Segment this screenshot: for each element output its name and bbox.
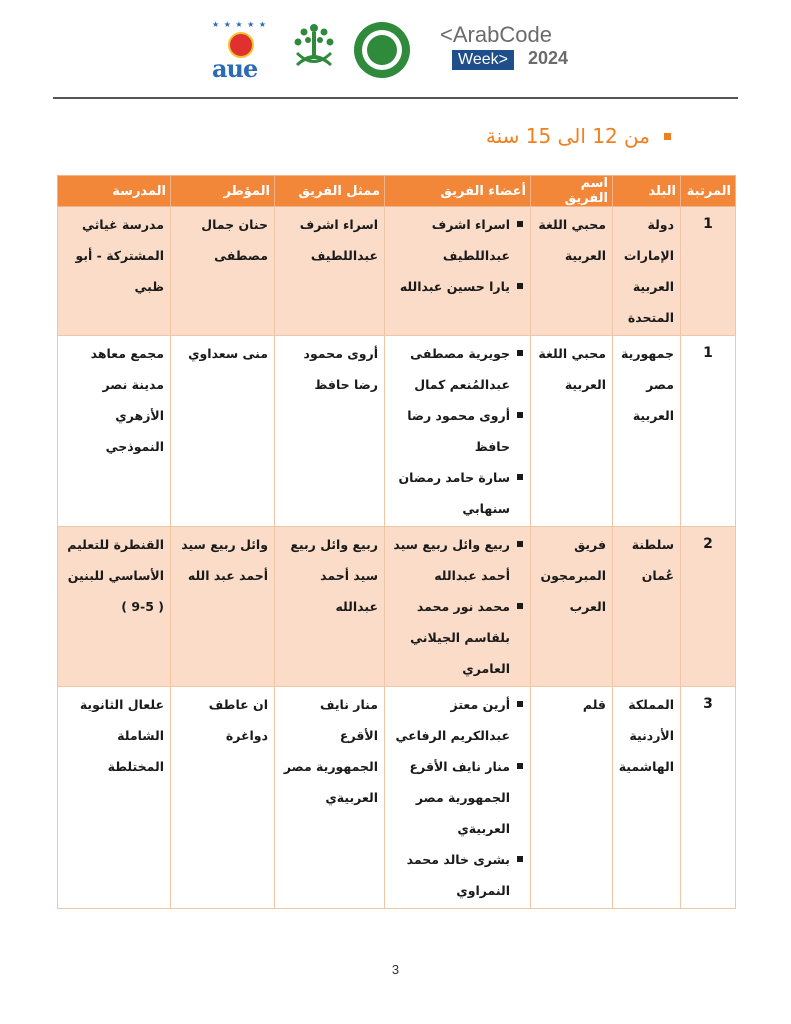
- cell-rank: 3: [681, 687, 736, 909]
- cell-rank: 2: [681, 527, 736, 687]
- cell-school: القنطرة للتعليم الأساسي للبنين ( 5-9 ): [58, 527, 171, 687]
- cell-team: فريق المبرمجون العرب: [531, 527, 613, 687]
- section-title: من 12 الى 15 سنة: [485, 124, 650, 148]
- table-row: [58, 687, 736, 909]
- header-mentor: المؤطر: [171, 176, 275, 207]
- table-row: [58, 207, 736, 336]
- cell-mentor: منى سعداوي: [171, 336, 275, 527]
- member-item: يارا حسين عبدالله: [391, 271, 524, 302]
- cell-members: [385, 336, 531, 527]
- bullet-icon: [664, 133, 671, 140]
- arab-code-week-logo: [440, 22, 590, 78]
- cell-rep: ربيع وائل ربيع سيد أحمد عبدالله: [275, 527, 385, 687]
- member-item: محمد نور محمد بلقاسم الجيلاني العامري: [391, 591, 524, 684]
- header-rep: ممثل الفريق: [275, 176, 385, 207]
- cell-team: قلم: [531, 687, 613, 909]
- section-heading: [486, 124, 671, 148]
- cell-mentor: حنان جمال مصطفى: [171, 207, 275, 336]
- cell-rep: منار نايف الأقرع الجمهورية مصر العربيةي: [275, 687, 385, 909]
- cell-country: جمهورية مصر العربية: [613, 336, 681, 527]
- table-row: [58, 527, 736, 687]
- cell-rep: اسراء اشرف عبداللطيف: [275, 207, 385, 336]
- header-school: المدرسة: [58, 176, 171, 207]
- cell-members: [385, 527, 531, 687]
- arab-league-logo: [354, 22, 410, 78]
- acw-prefix: <: [440, 22, 453, 47]
- header-members: أعضاء الفريق: [385, 176, 531, 207]
- cell-rank: 1: [681, 207, 736, 336]
- acw-name: ArabCode: [452, 22, 552, 47]
- member-item: أروى محمود رضا حافظ: [391, 400, 524, 462]
- page-number: 3: [391, 962, 400, 977]
- member-item: بشرى خالد محمد النمراوي: [391, 844, 524, 906]
- cell-school: علعال الثانوية الشاملة المختلطة: [58, 687, 171, 909]
- cell-mentor: وائل ربيع سيد أحمد عبد الله: [171, 527, 275, 687]
- cell-country: دولة الإمارات العربية المتحدة: [613, 207, 681, 336]
- member-item: ربيع وائل ربيع سيد أحمد عبدالله: [391, 529, 524, 591]
- cell-team: محبي اللغة العربية: [531, 207, 613, 336]
- cell-mentor: ان عاطف دواغرة: [171, 687, 275, 909]
- cell-school: مدرسة غياثي المشتركة - أبو ظبي: [58, 207, 171, 336]
- member-item: جويرية مصطفى عبدالمُنعم كمال: [391, 338, 524, 400]
- member-item: أرين معتز عبدالكريم الرفاعي: [391, 689, 524, 751]
- header-divider: [53, 97, 738, 99]
- acw-week: Week>: [452, 50, 514, 70]
- cell-members: [385, 687, 531, 909]
- stars-icon: ★ ★ ★ ★ ★: [212, 20, 268, 29]
- member-item: منار نايف الأقرع الجمهورية مصر العربيةي: [391, 751, 524, 844]
- cell-rep: أروى محمود رضا حافظ: [275, 336, 385, 527]
- table-header-row: [58, 176, 736, 207]
- header-country: البلد: [613, 176, 681, 207]
- results-table: [57, 175, 736, 909]
- cell-team: محبي اللغة العربية: [531, 336, 613, 527]
- cell-country: سلطنة عُمان: [613, 527, 681, 687]
- aue-logo: [210, 20, 272, 83]
- acw-year: 2024: [528, 48, 569, 68]
- header-logos: [210, 18, 590, 82]
- cell-members: [385, 207, 531, 336]
- saudi-emblem-logo: [286, 18, 342, 78]
- aue-logo-text: aue: [212, 54, 258, 83]
- cell-country: المملكة الأردنية الهاشمية: [613, 687, 681, 909]
- header-rank: المرتبة: [681, 176, 736, 207]
- header-team: اسم الفريق: [531, 176, 613, 207]
- member-item: اسراء اشرف عبداللطيف: [391, 209, 524, 271]
- cell-school: مجمع معاهد مدينة نصر الأزهري النموذجي: [58, 336, 171, 527]
- table-row: [58, 336, 736, 527]
- cell-rank: 1: [681, 336, 736, 527]
- member-item: سارة حامد رمضان سنهابي: [391, 462, 524, 524]
